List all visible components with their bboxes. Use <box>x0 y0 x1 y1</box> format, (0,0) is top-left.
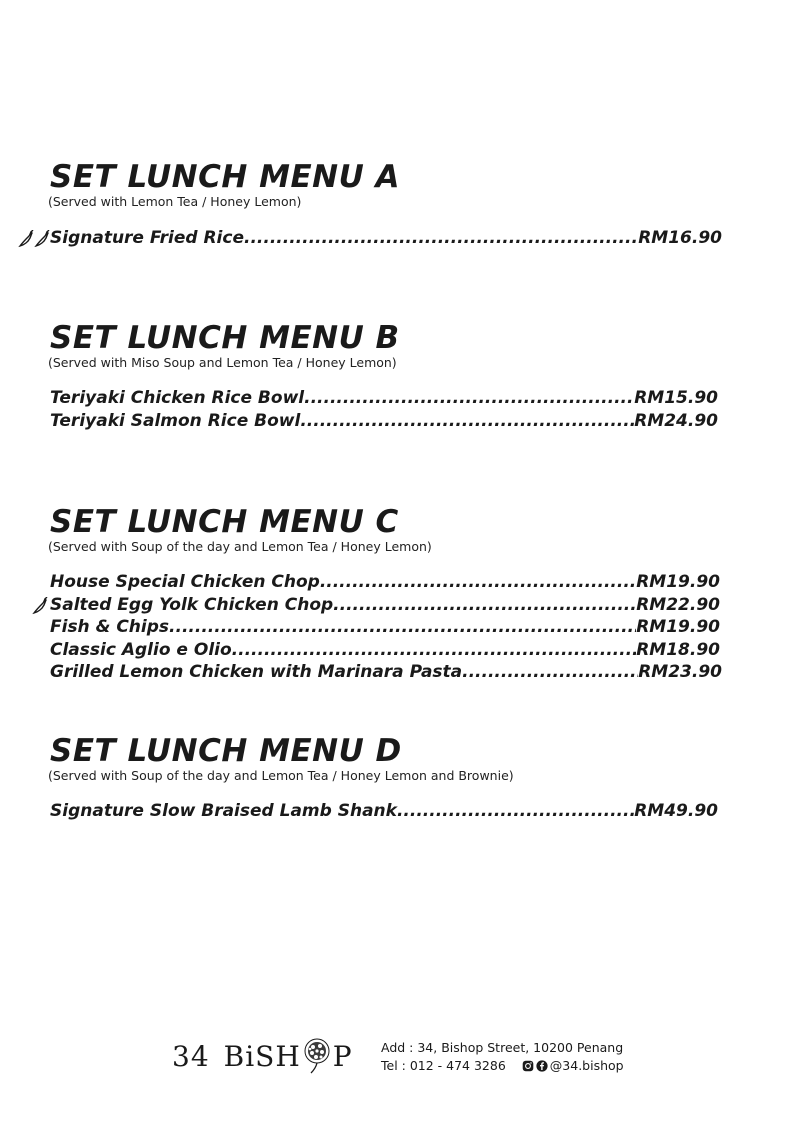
address: Add : 34, Bishop Street, 10200 Penang <box>381 1040 624 1055</box>
dandelion-icon <box>302 1037 332 1075</box>
menu-item <box>50 572 720 595</box>
item-name: Teriyaki Chicken Rice Bowl <box>50 388 305 408</box>
item-price: RM49.90 <box>634 801 718 821</box>
spicy-indicator <box>32 597 48 615</box>
menu-item <box>50 617 720 640</box>
menu-section-b <box>50 321 718 433</box>
section-subtitle: (Served with Soup of the day and Lemon Tea / Honey Lemon) <box>48 539 432 554</box>
menu-item <box>50 228 722 251</box>
item-name: House Special Chicken Chop <box>50 572 320 592</box>
item-name: Salted Egg Yolk Chicken Chop <box>50 594 334 615</box>
logo-number: 34 <box>172 1039 210 1073</box>
section-subtitle: (Served with Lemon Tea / Honey Lemon) <box>48 194 302 209</box>
footer <box>172 1036 642 1078</box>
dot-leader <box>232 640 637 660</box>
dot-leader <box>169 617 636 637</box>
dot-leader <box>462 662 638 682</box>
section-subtitle: (Served with Soup of the day and Lemon Tea / Honey Lemon and Brownie) <box>48 768 514 783</box>
dot-leader <box>333 595 636 615</box>
dot-leader <box>300 411 634 431</box>
chili-icon <box>32 597 48 615</box>
item-price: RM18.90 <box>636 639 720 660</box>
item-price: RM16.90 <box>638 228 722 248</box>
chili-icon <box>18 230 34 248</box>
item-price: RM24.90 <box>634 410 718 431</box>
dot-leader <box>397 801 634 821</box>
facebook-icon[interactable] <box>536 1060 548 1072</box>
brand-logo <box>172 1036 353 1076</box>
item-name: Classic Aglio e Olio <box>50 639 232 660</box>
menu-item <box>50 388 718 411</box>
section-subtitle: (Served with Miso Soup and Lemon Tea / Honey Lemon) <box>48 355 397 370</box>
section-title: SET LUNCH MENU C <box>50 504 399 540</box>
item-name: Fish & Chips <box>50 617 170 638</box>
menu-item <box>50 801 718 824</box>
item-price: RM19.90 <box>636 572 720 592</box>
item-price: RM19.90 <box>636 617 720 638</box>
menu-item <box>50 640 720 663</box>
dot-leader <box>320 572 636 592</box>
social-links <box>522 1057 624 1075</box>
menu-section-a <box>50 160 722 251</box>
item-price: RM22.90 <box>636 594 720 615</box>
item-name: Teriyaki Salmon Rice Bowl <box>50 410 301 431</box>
menu-item <box>50 411 718 434</box>
social-handle[interactable]: @34.bishop <box>549 1058 624 1073</box>
instagram-icon[interactable] <box>522 1060 534 1072</box>
menu-section-d <box>50 734 718 824</box>
section-title: SET LUNCH MENU A <box>50 159 401 195</box>
dot-leader <box>304 388 634 408</box>
section-title: SET LUNCH MENU D <box>50 733 402 769</box>
item-price: RM23.90 <box>638 662 722 683</box>
item-name: Signature Slow Braised Lamb Shank <box>50 801 397 821</box>
menu-section-c <box>50 505 720 685</box>
item-price: RM15.90 <box>634 388 718 408</box>
logo-text-left: BiSH <box>223 1039 301 1073</box>
telephone: Tel : 012 - 474 3286 <box>381 1058 506 1073</box>
chili-icon <box>34 230 50 248</box>
contact-info <box>381 1039 624 1075</box>
item-name: Signature Fried Rice <box>50 228 244 248</box>
dot-leader <box>244 228 638 248</box>
item-name: Grilled Lemon Chicken with Marinara Pasta <box>50 662 463 683</box>
logo-text-right: P <box>332 1039 353 1073</box>
spicy-indicator <box>18 230 50 248</box>
menu-item <box>50 595 720 618</box>
menu-item <box>50 662 722 685</box>
section-title: SET LUNCH MENU B <box>50 320 400 356</box>
